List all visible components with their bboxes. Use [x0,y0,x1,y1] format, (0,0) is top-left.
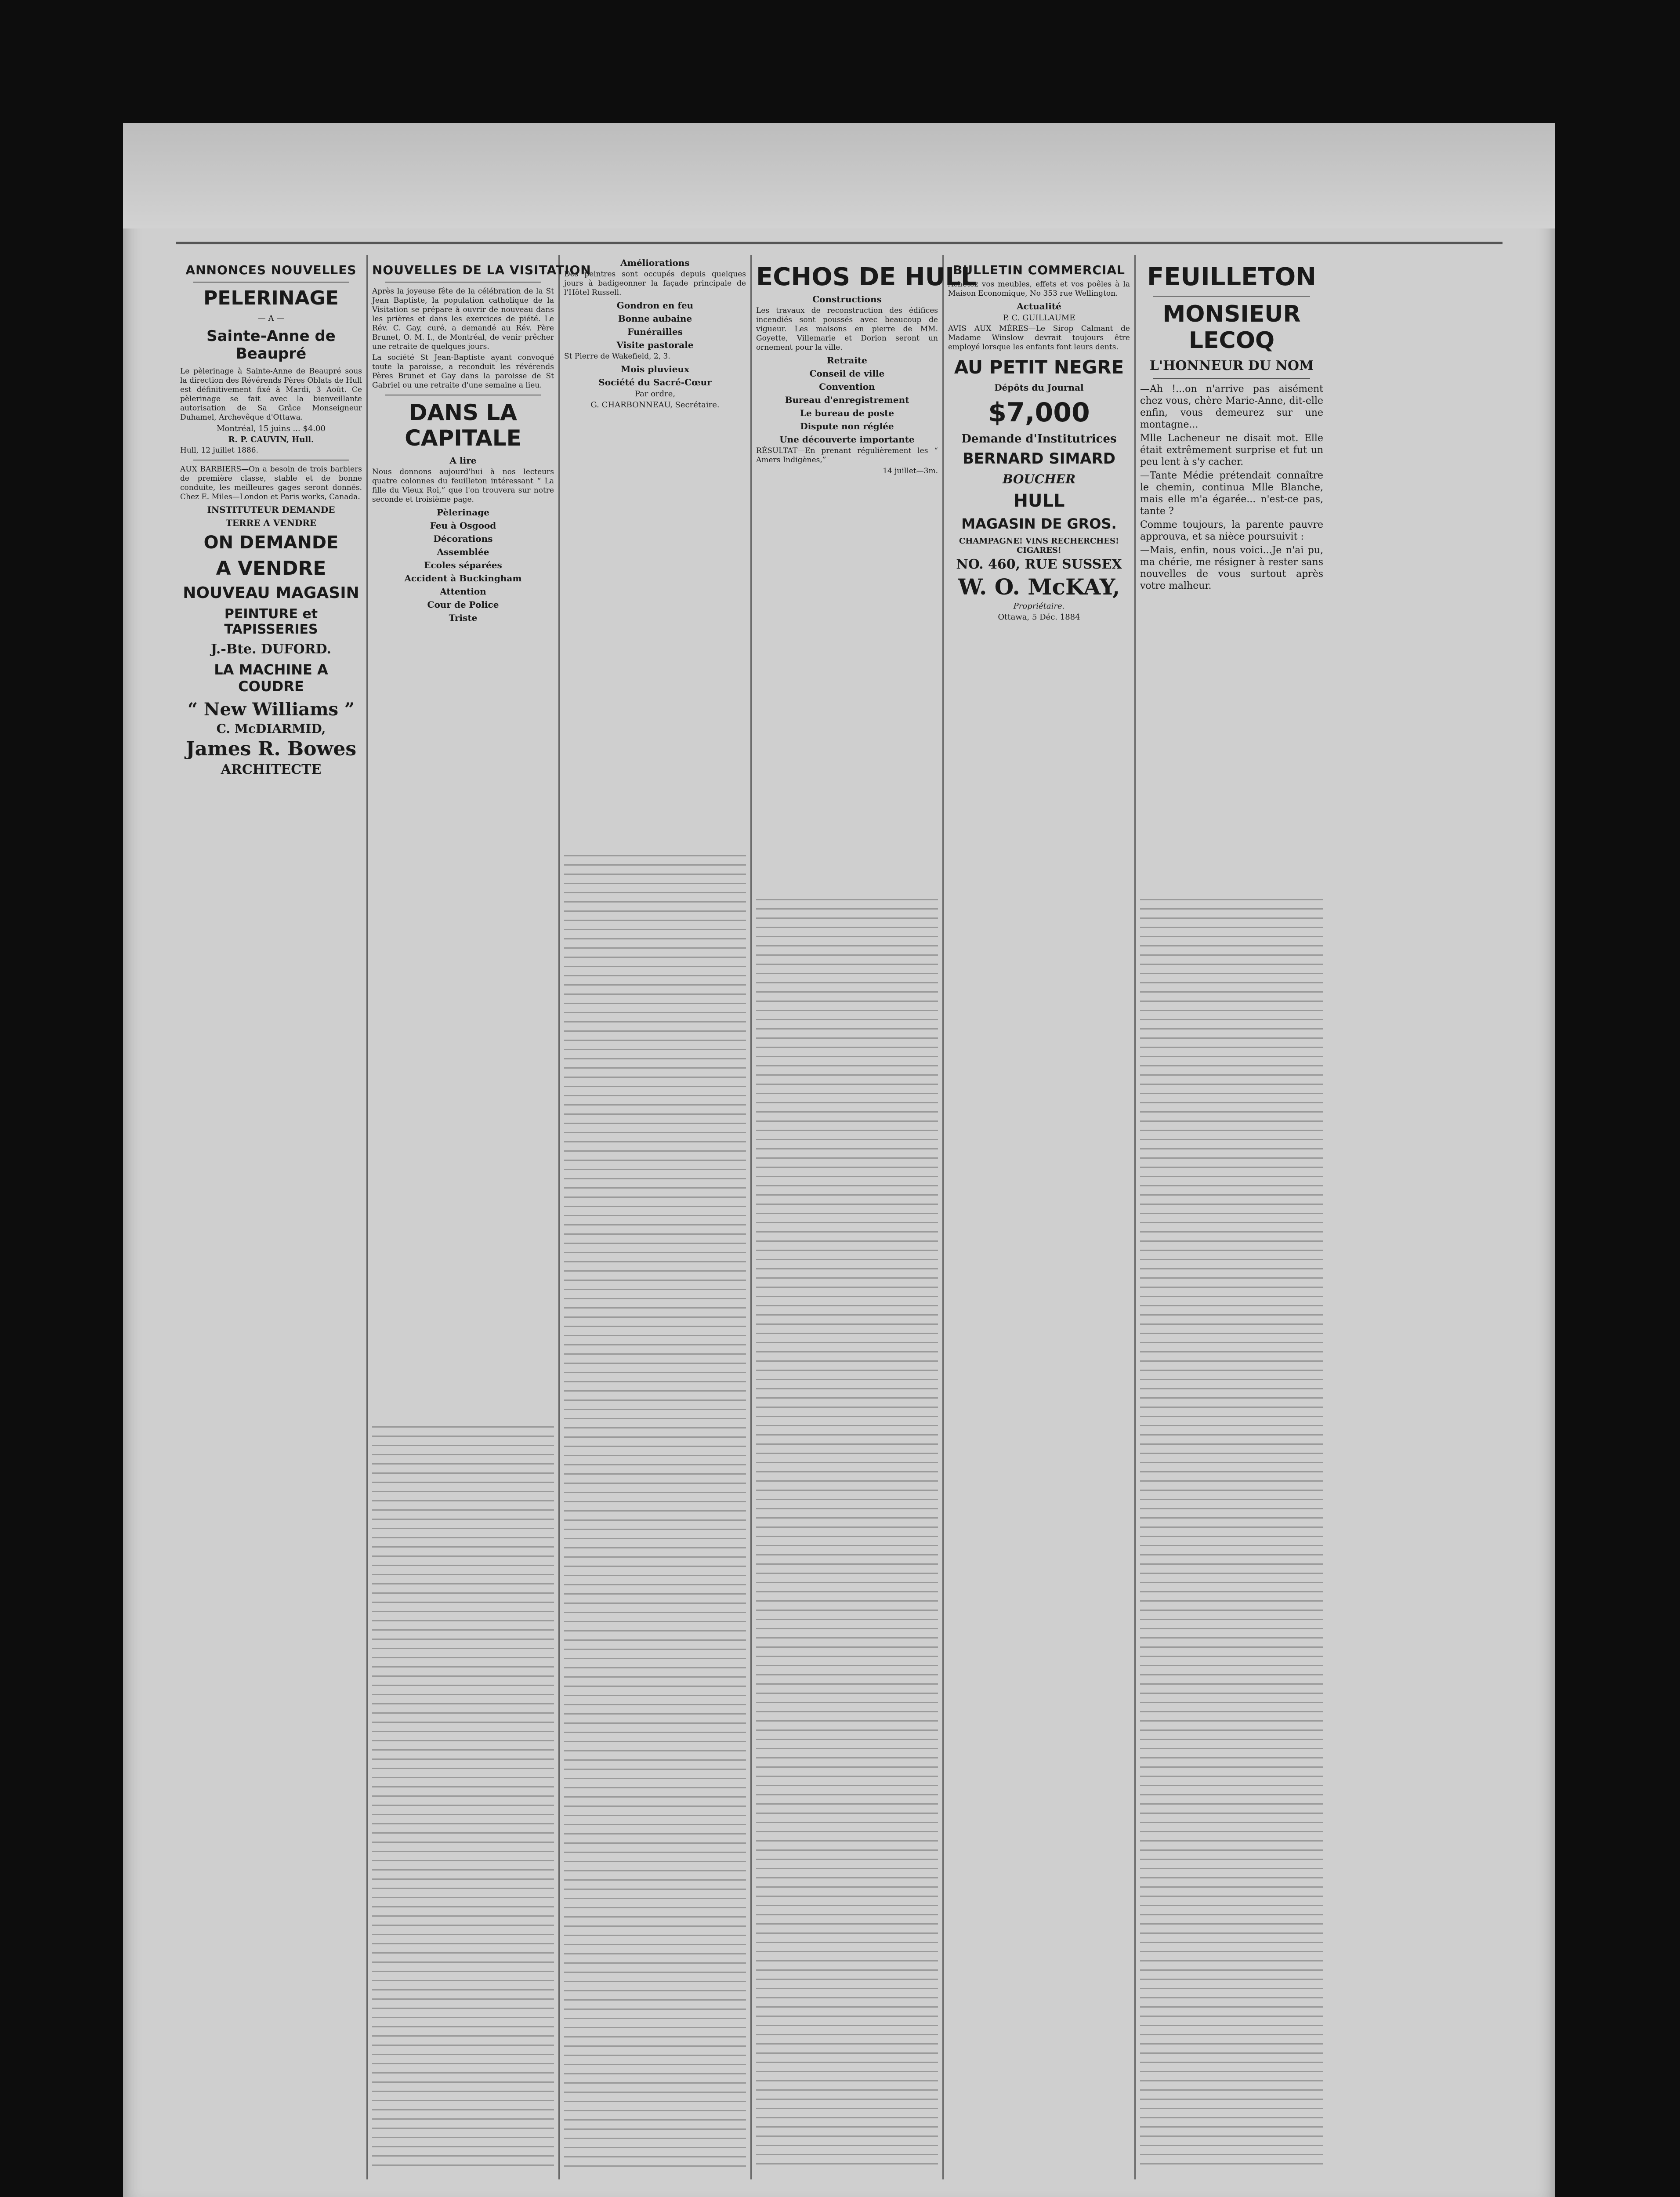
retraite-subheading: Retraite [827,355,867,366]
column-feuilleton [1136,255,1328,2179]
visitation-text: Après la joyeuse fête de la célébration de la St Jean Baptiste, la population catholique de la Visitation se prépare à ouvrir de nouveau dans les prières et dans les exercices de piété. Le Rév. C. Gay, curé, a demandé au Rév. Père Brunet, O. M. I., de Montréal, de venir prêcher une retraite de quelques jours. [372,287,554,351]
bureau-subheading: Bureau d'enregistrement [785,395,909,405]
feuilleton-subtitle: L'HONNEUR DU NOM [1149,358,1314,373]
columns [176,255,1520,2179]
instituteur-heading: INSTITUTEUR DEMANDE [207,504,335,515]
feuilleton-p3: —Tante Médie prétendait connaître le chemin, continua Mlle Blanche, mais elle m'a égarée... n'est-ce pas, tante ? [1140,470,1323,517]
simard-heading: BERNARD SIMARD [962,450,1116,468]
triste-subheading: Triste [449,613,478,623]
divider [1153,296,1310,297]
amount-heading: $7,000 [988,397,1090,428]
constructions-subheading: Constructions [812,294,882,305]
pelerinage-a: — A — [257,314,285,323]
bowes-name: James R. Bowes [185,738,357,760]
convention-subheading: Convention [819,381,875,392]
bonne-subheading: Bonne aubaine [618,313,692,324]
depots-subheading: Dépôts du Journal [994,382,1084,393]
feuilleton-p2: Mlle Lacheneur ne disait mot. Elle était extrêmement surprise et fut un peu lent à s'y cacher. [1140,433,1323,468]
proprietaire-label: Propriétaire. [1013,602,1065,611]
architecte: ARCHITECTE [221,762,322,777]
feuilleton-p1: —Ah !...on n'arrive pas aisément chez vous, chère Marie-Anne, dit-elle enfin, vous demeurez sur une montagne... [1140,384,1323,430]
body-text [372,1424,554,2171]
ecoles-subheading: Ecoles séparées [424,560,502,570]
divider [193,282,349,283]
pelerinage-text: Le pèlerinage à Sainte-Anne de Beaupré sous la direction des Révérends Pères Oblats de Hull est définitivement fixé à Mardi, 3 Août. Ce pèlerinage se fait avec la bienveillante autorisation de Sa Grâce Monseigneur Duhamel, Archevêque d'Ottawa. [180,367,362,422]
body-text [756,896,938,2171]
page-margin [123,123,1555,228]
terre-heading: TERRE A VENDRE [225,518,317,528]
signature: G. CHARBONNEAU, Secrétaire. [590,400,720,410]
resultat-text: RÉSULTAT—En prenant régulièrement les “ Amers Indigènes,” [756,446,938,464]
address-line: NO. 460, RUE SUSSEX [956,557,1122,572]
capitale-heading: DANS LA CAPITALE [405,400,521,451]
column-header: BULLETIN COMMERCIAL [953,263,1125,277]
feuilleton-p4: Comme toujours, la parente pauvre approuva, et sa nièce poursuivit : [1140,519,1323,542]
date-line: Hull, 12 juillet 1886. [180,446,258,455]
column-middle [560,255,752,2179]
barbiers-ad: AUX BARBIERS—On a besoin de trois barbiers de première classe, stable et de bonne conduite, les meilleures gages seront donnés. Chez E. Miles—London et Paris works, Canada. [180,465,362,501]
pelerinage-subheading: Pèlerinage [437,507,489,518]
ameliorations-text: Des peintres sont occupés depuis quelques jours à badigeonner la façade principale de l'Hôtel Russell. [564,270,746,297]
funerailles-subheading: Funérailles [627,326,683,337]
price-line: Montréal, 15 juins ... $4.00 [217,424,326,433]
divider [1153,378,1310,379]
constructions-text: Les travaux de reconstruction des édifices incendiés sont poussés avec beaucoup de vigueur. Les maisons en pierre de MM. Goyette, Villemarie et Dorion seront un ornement pour la ville. [756,306,938,352]
accident-subheading: Accident à Buckingham [404,573,522,584]
column-annonces [176,255,368,2179]
places-list: St Pierre de Wakefield, 2, 3. [564,352,670,361]
petit-negre-heading: AU PETIT NEGRE [954,356,1124,378]
column-bulletin [944,255,1136,2179]
column-header: ECHOS DE HULL [756,263,977,291]
body-text [564,852,746,2171]
guillaume-name: P. C. GUILLAUME [1003,313,1075,323]
decorations-subheading: Décorations [433,533,493,544]
mois-subheading: Mois pluvieux [621,364,689,374]
nouveau-magasin-heading: NOUVEAU MAGASIN [183,584,359,602]
dufort-name: J.-Bte. DUFORD. [211,642,331,657]
champagne-line: CHAMPAGNE! VINS RECHERCHES! CIGARES! [959,537,1119,555]
assemblee-subheading: Assemblée [437,547,489,557]
institutrices-heading: Demande d'Institutrices [961,432,1117,446]
divider [385,282,541,283]
attention-subheading: Attention [440,586,486,597]
mckay-name: W. O. McKAY, [958,574,1120,600]
gros-heading: MAGASIN DE GROS. [961,515,1117,532]
feuilleton-p5: —Mais, enfin, nous voici...Je n'ai pu, ma chérie, me résigner à rester sans nouvelles de vous surtout après votre malheur. [1140,545,1323,591]
new-williams: “ New Williams ” [188,699,355,720]
column-echos [752,255,977,2179]
column-header: NOUVELLES DE LA VISITATION [372,263,591,277]
gondron-subheading: Gondron en feu [616,300,694,311]
column-header: ANNONCES NOUVELLES [185,263,357,277]
beaupre-heading: Sainte-Anne de Beaupré [206,327,336,363]
dispute-subheading: Dispute non réglée [800,421,894,431]
visite-subheading: Visite pastorale [616,340,694,350]
date-line: Ottawa, 5 Déc. 1884 [998,613,1080,622]
meubles-ad: Achetez vos meubles, effets et vos poêles à la Maison Economique, No 353 rue Wellington. [948,280,1130,298]
newspaper-page [123,123,1555,2197]
signature: R. P. CAUVIN, Hull. [228,435,314,444]
avis-text: AVIS AUX MÈRES—Le Sirop Calmant de Madame Winslow devrait toujours être employé lorsque les enfants font leurs dents. [948,324,1130,352]
visitation-text-2: La société St Jean-Baptiste ayant convoqué toute la paroisse, a reconduit les révérends Pères Brunet et Gay dans la paroisse de St Gabriel ou une retraite d'une semaine a lieu. [372,353,554,390]
alire-text: Nous donnons aujourd'hui à nos lecteurs quatre colonnes du feuilleton intéressant “ La fille du Vieux Roi,” que l'on trouvera sur notre seconde et troisième page. [372,468,554,504]
osgood-subheading: Feu à Osgood [430,520,496,531]
body-text [1140,896,1323,2171]
decouverte-subheading: Une découverte importante [779,434,915,445]
ameliorations-subheading: Améliorations [620,257,690,268]
date-line: 14 juillet—3m. [883,467,938,475]
column-header: FEUILLETON [1147,263,1317,291]
par-ordre: Par ordre, [634,389,676,399]
cour-subheading: Cour de Police [427,599,499,610]
peinture-heading: PEINTURE et TAPISSERIES [224,606,318,637]
masthead-rule [176,242,1503,244]
poste-subheading: Le bureau de poste [800,408,894,418]
a-vendre-heading: A VENDRE [216,557,326,580]
column-visitation [368,255,591,2179]
conseil-subheading: Conseil de ville [809,368,885,379]
pelerinage-heading: PELERINAGE [203,287,339,309]
actualite-subheading: Actualité [1017,301,1061,312]
mcdiarmid-name: C. McDIARMID, [216,721,326,736]
sacre-subheading: Société du Sacré-Cœur [598,377,712,388]
feuilleton-title: MONSIEUR LECOQ [1162,301,1301,354]
machine-heading: LA MACHINE A COUDRE [214,661,328,695]
boucher-label: BOUCHER [1002,472,1076,486]
alire-heading: A lire [449,455,477,466]
hull-label: HULL [1013,491,1065,511]
on-demande-heading: ON DEMANDE [203,533,339,553]
